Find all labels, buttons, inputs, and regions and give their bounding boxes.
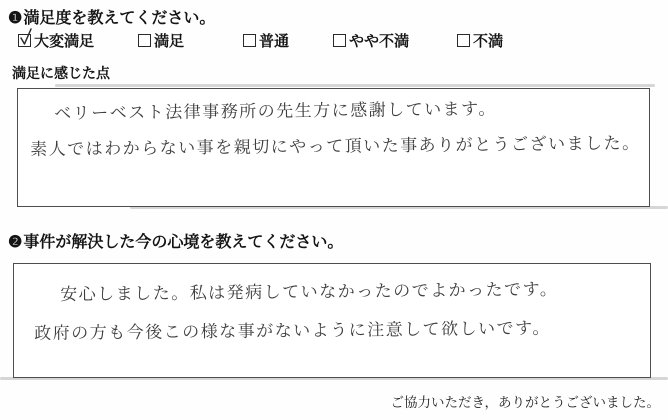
- option-label-normal: 普通: [259, 34, 290, 50]
- handwritten-line-q2-1: 安心しました。私は発病していなかったのでよかったです。: [60, 279, 559, 304]
- option-label-satisfied: 満足: [154, 34, 185, 50]
- checkbox-satisfied[interactable]: [138, 34, 151, 47]
- question1-number-badge: ❶: [8, 10, 23, 27]
- question2-title: 事件が解決した今の心境を教えてください。: [23, 234, 344, 251]
- q2-answer-box: [13, 263, 651, 378]
- handwritten-line-q1-1: ベリーベスト法律事務所の先生方に感謝しています。: [54, 99, 497, 123]
- handwritten-check-icon: [17, 27, 34, 48]
- checkbox-very-satisfied[interactable]: [18, 34, 31, 47]
- option-satisfied[interactable]: [138, 30, 184, 51]
- option-normal[interactable]: [243, 30, 289, 51]
- handwritten-line-q2-2: 政府の方も今後この様な事がないように注意して欲しいです。: [34, 318, 551, 343]
- question1-title: 満足度を教えてください。: [23, 10, 216, 27]
- question2-heading: [8, 229, 343, 252]
- option-label-somewhat-dissatisfied: やや不満: [349, 34, 410, 50]
- question1-heading: [8, 5, 215, 28]
- question2-number-badge: ❷: [8, 234, 23, 251]
- option-label-very-satisfied: 大変満足: [34, 34, 95, 50]
- scan-artifact: [55, 84, 655, 87]
- footer-thanks-note: ご協力いただき，ありがとうございました。: [390, 395, 660, 410]
- option-dissatisfied[interactable]: [457, 30, 503, 51]
- checkbox-dissatisfied[interactable]: [457, 34, 470, 47]
- handwritten-line-q1-2: 素人ではわからない事を親切にやって頂いた事ありがとうございました。: [30, 133, 641, 159]
- option-very-satisfied[interactable]: [18, 30, 94, 51]
- option-somewhat-dissatisfied[interactable]: [333, 30, 409, 51]
- checkbox-normal[interactable]: [243, 34, 256, 47]
- q1-comment-label: 満足に感じた点: [12, 67, 110, 82]
- option-label-dissatisfied: 不満: [473, 34, 504, 50]
- q1-answer-box: [17, 88, 650, 207]
- checkbox-somewhat-dissatisfied[interactable]: [333, 34, 346, 47]
